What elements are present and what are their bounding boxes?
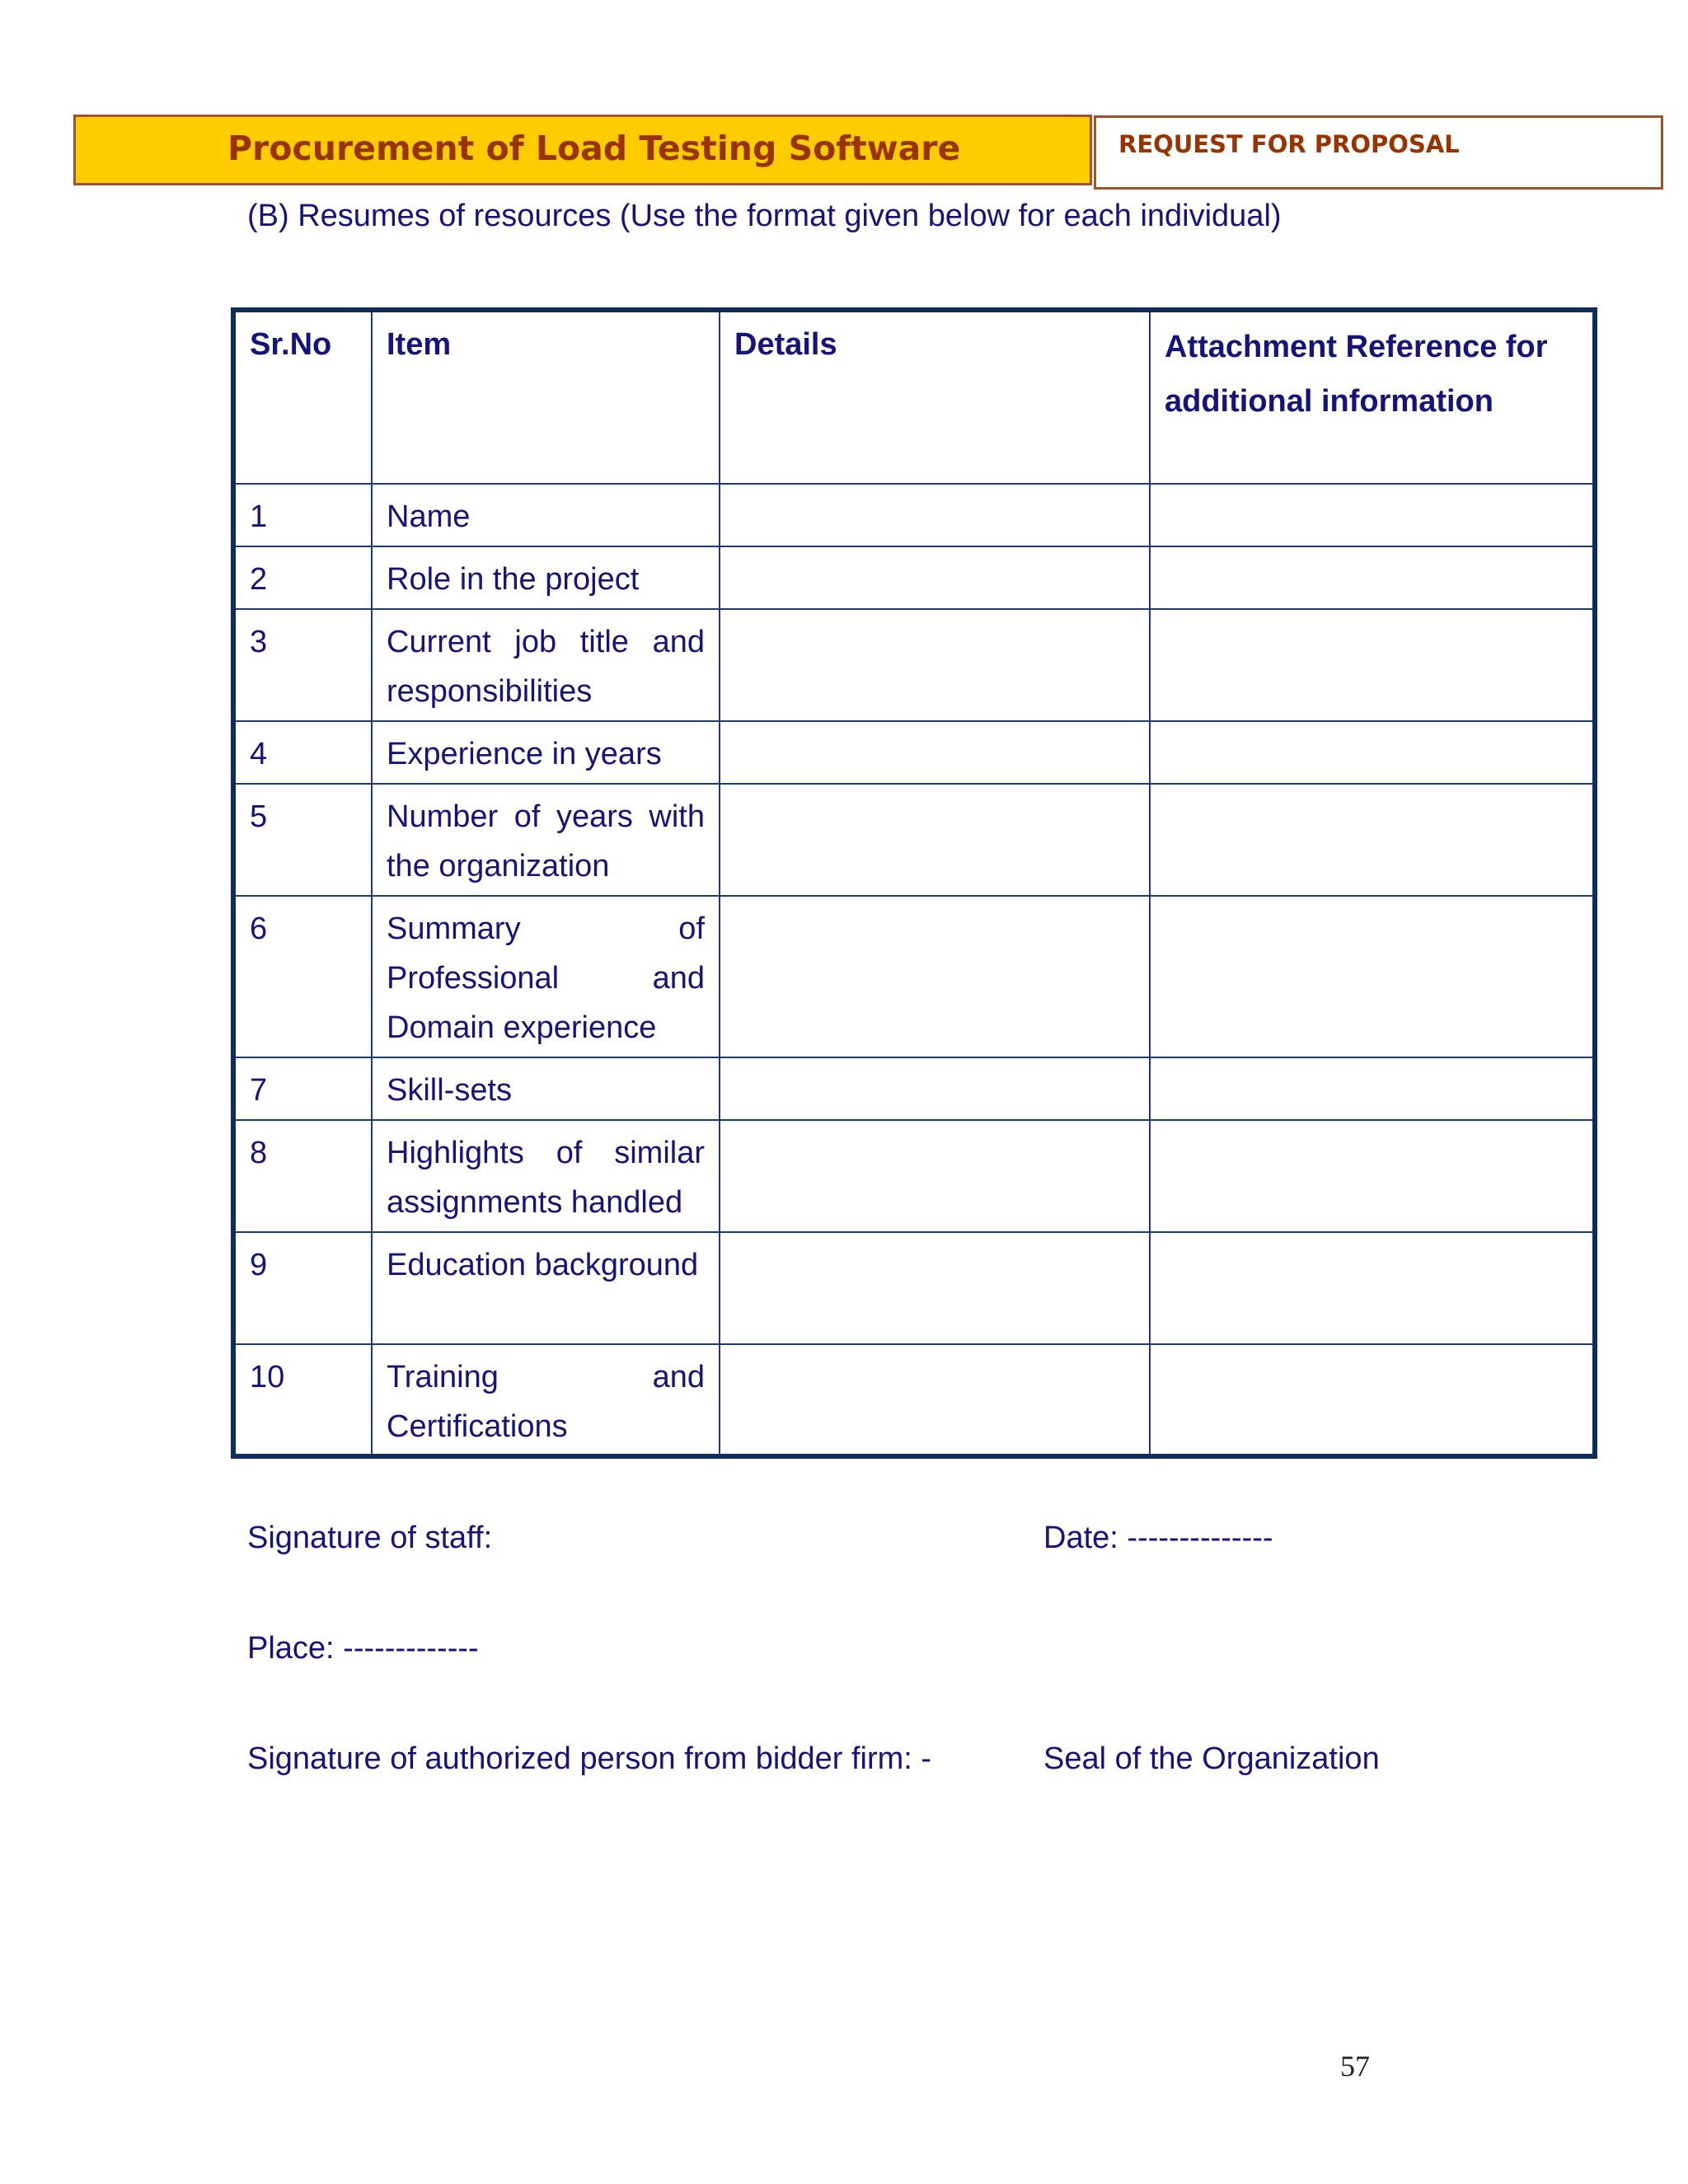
table-row (233, 1232, 1595, 1344)
row-details-cell[interactable] (720, 609, 1150, 721)
row-number: 4 (233, 721, 372, 784)
row-number: 8 (233, 1120, 372, 1232)
row-details-cell[interactable] (720, 546, 1150, 609)
row-number: 5 (233, 784, 372, 896)
row-attachment-cell[interactable] (1150, 1344, 1595, 1456)
row-number: 6 (233, 896, 372, 1057)
table-row (233, 784, 1595, 896)
row-attachment-cell[interactable] (1150, 484, 1595, 546)
row-attachment-cell[interactable] (1150, 896, 1595, 1057)
row-number: 1 (233, 484, 372, 546)
authorized-signature-label: Signature of authorized person from bidder firm: - (247, 1741, 932, 1776)
document-type-banner (1094, 115, 1663, 190)
resume-table (231, 307, 1597, 1459)
row-item: Current job title and responsibilities (372, 609, 720, 721)
row-details-cell[interactable] (720, 1344, 1150, 1456)
row-item: Training and Certifications (372, 1344, 720, 1456)
row-attachment-cell[interactable] (1150, 784, 1595, 896)
row-item: Number of years with the organization (372, 784, 720, 896)
row-details-cell[interactable] (720, 784, 1150, 896)
table-header-row (233, 310, 1595, 484)
table-row (233, 1120, 1595, 1232)
document-type-label: REQUEST FOR PROPOSAL (1118, 130, 1460, 158)
date-label: Date: -------------- (1043, 1521, 1273, 1555)
table-row (233, 896, 1595, 1057)
row-number: 3 (233, 609, 372, 721)
row-item: Highlights of similar assignments handled (372, 1120, 720, 1232)
table-row (233, 609, 1595, 721)
table-row (233, 546, 1595, 609)
signature-of-staff-label: Signature of staff: (247, 1521, 493, 1555)
row-details-cell[interactable] (720, 896, 1150, 1057)
row-attachment-cell[interactable] (1150, 1057, 1595, 1120)
row-details-cell[interactable] (720, 1057, 1150, 1120)
row-details-cell[interactable] (720, 1232, 1150, 1344)
row-number: 7 (233, 1057, 372, 1120)
row-item: Education background (372, 1232, 720, 1344)
row-number: 2 (233, 546, 372, 609)
row-number: 10 (233, 1344, 372, 1456)
row-details-cell[interactable] (720, 721, 1150, 784)
section-intro: (B) Resumes of resources (Use the format given below for each individual) (247, 199, 1282, 233)
row-attachment-cell[interactable] (1150, 609, 1595, 721)
table-row (233, 1057, 1595, 1120)
document-title-banner (73, 115, 1092, 185)
table-row (233, 1344, 1595, 1456)
row-details-cell[interactable] (720, 484, 1150, 546)
table-row (233, 721, 1595, 784)
row-attachment-cell[interactable] (1150, 1232, 1595, 1344)
table-row (233, 484, 1595, 546)
header-attachment-reference: Attachment Reference for additional information (1150, 310, 1595, 484)
row-attachment-cell[interactable] (1150, 721, 1595, 784)
row-item: Name (372, 484, 720, 546)
header-sr-no: Sr.No (233, 310, 372, 484)
page-number: 57 (1340, 2050, 1370, 2083)
place-label: Place: ------------- (247, 1631, 479, 1666)
document-title: Procurement of Load Testing Software (227, 129, 961, 168)
header-item: Item (372, 310, 720, 484)
row-details-cell[interactable] (720, 1120, 1150, 1232)
row-item: Experience in years (372, 721, 720, 784)
row-attachment-cell[interactable] (1150, 546, 1595, 609)
header-details: Details (720, 310, 1150, 484)
organization-seal-label: Seal of the Organization (1043, 1741, 1380, 1776)
row-attachment-cell[interactable] (1150, 1120, 1595, 1232)
row-item: Skill-sets (372, 1057, 720, 1120)
row-number: 9 (233, 1232, 372, 1344)
row-item: Summary of Professional and Domain experience (372, 896, 720, 1057)
row-item: Role in the project (372, 546, 720, 609)
